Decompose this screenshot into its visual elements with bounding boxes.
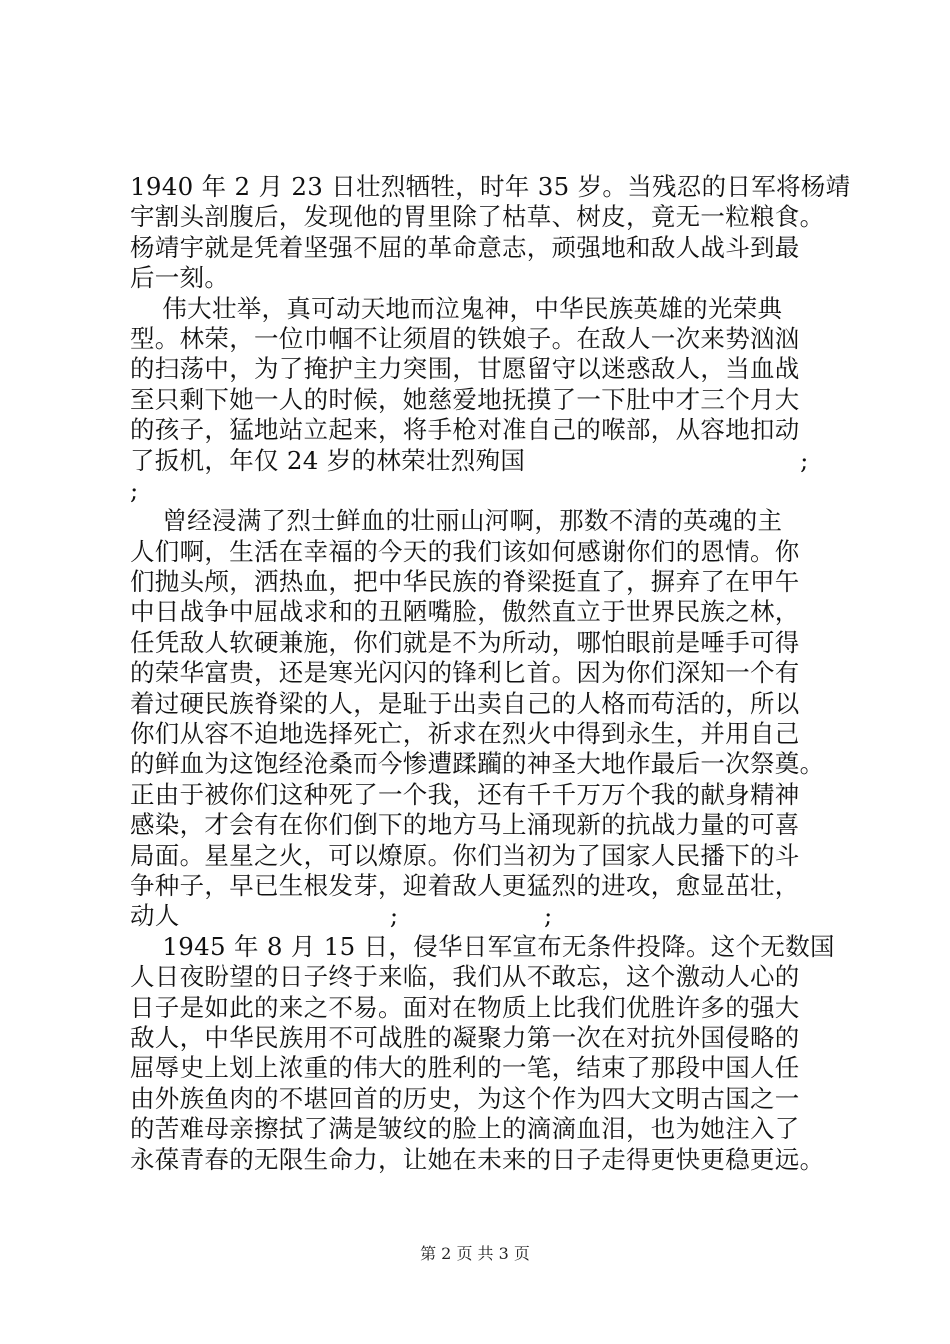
page-footer: 第 2 页 共 3 页 [420, 1244, 530, 1263]
text-line: 日子是如此的来之不易。面对在物质上比我们优胜许多的强大 [130, 992, 800, 1022]
text-line: 的荣华富贵，还是寒光闪闪的锋利匕首。因为你们深知一个有 [130, 658, 800, 688]
text-line: 感染，才会有在你们倒下的地方马上涌现新的抗战力量的可喜 [130, 810, 800, 840]
text-line: 的孩子，猛地站立起来，将手枪对准自己的喉部，从容地扣动 [130, 415, 800, 445]
text-line: 屈辱史上划上浓重的伟大的胜利的一笔，结束了那段中国人任 [130, 1053, 800, 1083]
text-line: 1945 年 8 月 15 日，侵华日军宣布无条件投降。这个无数国 [130, 931, 835, 961]
text-line: 中日战争中屈战求和的丑陋嘴脸，傲然直立于世界民族之林， [130, 597, 800, 627]
text-line: 型。林荣，一位巾帼不让须眉的铁娘子。在敌人一次来势汹汹 [130, 323, 800, 353]
text-line: 后一刻。 [130, 263, 230, 293]
text-line: 至只剩下她一人的时候，她慈爱地抚摸了一下肚中才三个月大 [130, 384, 800, 414]
text-line: 曾经浸满了烈士鲜血的壮丽山河啊，那数不清的英魂的主 [130, 506, 783, 536]
text-line: 的苦难母亲擦拭了满是皱纹的脸上的滴滴血泪，也为她注入了 [130, 1114, 800, 1144]
text-line: 正由于被你们这种死了一个我，还有千千万万个我的献身精神 [130, 779, 800, 809]
text-line: ; [130, 475, 139, 505]
text-line: 永葆青春的无限生命力，让她在未来的日子走得更快更稳更远。 [130, 1144, 825, 1174]
text-line: 动人 ; ; [130, 901, 553, 931]
text-line: 你们从容不迫地选择死亡，祈求在烈火中得到永生，并用自己 [130, 719, 800, 749]
text-line: 们抛头颅，洒热血，把中华民族的脊梁挺直了，摒弃了在甲午 [130, 567, 800, 597]
text-line: 着过硬民族脊梁的人，是耻于出卖自己的人格而苟活的，所以 [130, 688, 800, 718]
text-line: 1940 年 2 月 23 日壮烈牺牲，时年 35 岁。当残忍的日军将杨靖 [130, 172, 851, 201]
text-line: 敌人，中华民族用不可战胜的凝聚力第一次在对抗外国侵略的 [130, 1022, 800, 1052]
text-line: 的鲜血为这饱经沧桑而今惨遭蹂躏的神圣大地作最后一次祭奠。 [130, 749, 825, 779]
text-line: 人们啊，生活在幸福的今天的我们该如何感谢你们的恩情。你 [130, 536, 800, 566]
text-line: 任凭敌人软硬兼施，你们就是不为所动，哪怕眼前是唾手可得 [130, 627, 800, 657]
text-line: 由外族鱼肉的不堪回首的历史，为这个作为四大文明古国之一 [130, 1083, 800, 1113]
text-line: 争种子，早已生根发芽，迎着敌人更猛烈的进攻，愈显茁壮， [130, 870, 800, 900]
document-body [130, 172, 850, 1175]
text-line: 伟大壮举，真可动天地而泣鬼神，中华民族英雄的光荣典 [130, 293, 783, 323]
text-line: 杨靖宇就是凭着坚强不屈的革命意志，顽强地和敌人战斗到最 [130, 232, 800, 262]
text-line: 了扳机，年仅 24 岁的林荣壮烈殉国 ; [130, 445, 809, 475]
text-line: 的扫荡中，为了掩护主力突围，甘愿留守以迷惑敌人，当血战 [130, 354, 800, 384]
text-line: 局面。星星之火，可以燎原。你们当初为了国家人民播下的斗 [130, 840, 800, 870]
text-line: 宇割头剖腹后，发现他的胃里除了枯草、树皮，竟无一粒粮食。 [130, 202, 825, 232]
text-line: 人日夜盼望的日子终于来临，我们从不敢忘，这个激动人心的 [130, 962, 800, 992]
